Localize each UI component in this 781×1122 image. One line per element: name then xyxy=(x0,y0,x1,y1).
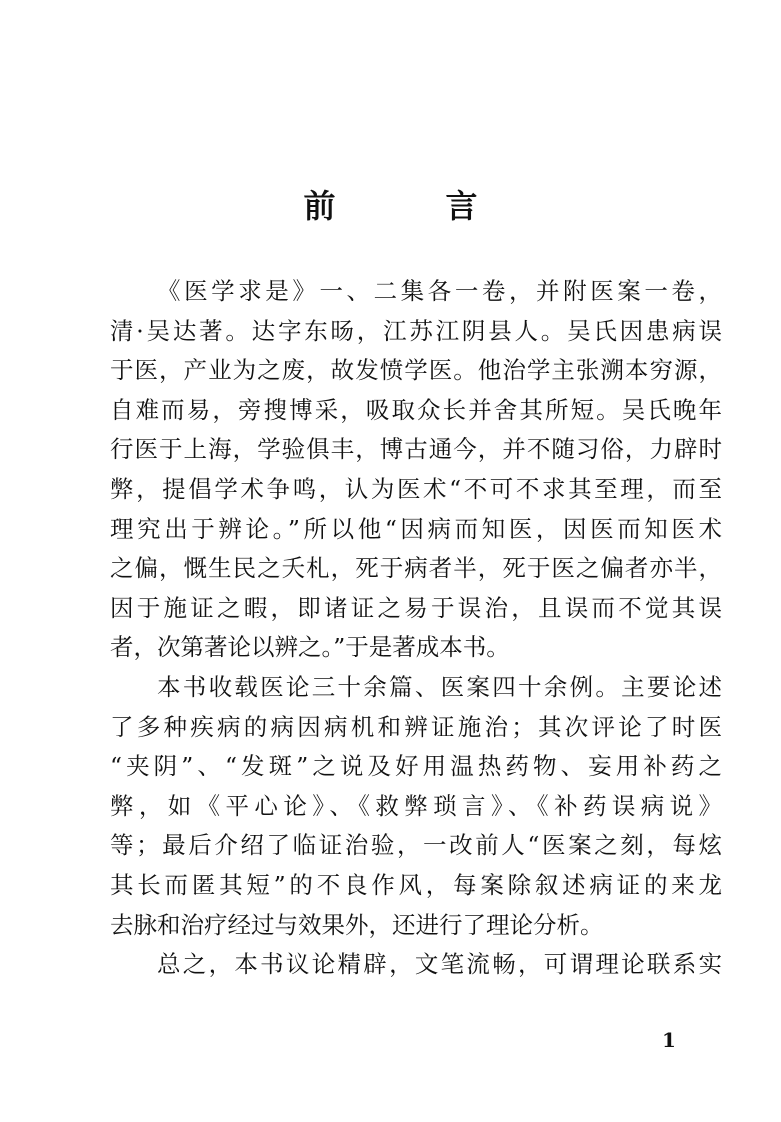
paragraph-1-line-4: 自难而易，旁搜博采，吸取众长并舍其所短。吴氏晚年 xyxy=(110,395,722,424)
title-char-2: 言 xyxy=(445,187,478,225)
title-char-1: 前 xyxy=(303,187,336,225)
paragraph-2-line-7: 去脉和治疗经过与效果外，还进行了理论分析。 xyxy=(110,910,604,939)
paragraph-2-line-4: 弊，如《平心论》、《救弊琐言》、《补药误病说》 xyxy=(110,791,722,820)
paragraph-2-line-1: 本书收载医论三十余篇、医案四十余例。主要论述 xyxy=(157,672,722,701)
page-number: 1 xyxy=(662,1028,676,1052)
paragraph-1-line-3: 于医，产业为之废，故发愤学医。他治学主张溯本穷源， xyxy=(110,356,722,385)
paragraph-1-line-2: 清·吴达著。达字东旸，江苏江阴县人。吴氏因患病误 xyxy=(110,316,722,345)
paragraph-1-line-5: 行医于上海，学验俱丰，博古通今，并不随习俗，力辟时 xyxy=(110,435,722,464)
page-title xyxy=(0,186,781,226)
paragraph-3-line-1: 总之，本书议论精辟，文笔流畅，可谓理论联系实 xyxy=(157,950,722,979)
paragraph-1-line-10: 者，次第著论以辨之。”于是著成本书。 xyxy=(110,633,510,662)
paragraph-2-line-3: “夹阴”、“发斑”之说及好用温热药物、妄用补药之 xyxy=(110,752,722,781)
paragraph-1-line-8: 之偏，慨生民之夭札，死于病者半，死于医之偏者亦半， xyxy=(110,554,722,583)
paragraph-2-line-5: 等；最后介绍了临证治验，一改前人“医案之刻，每炫 xyxy=(110,831,722,860)
paragraph-1-line-1: 《医学求是》一、二集各一卷，并附医案一卷， xyxy=(157,277,722,305)
preface-body xyxy=(110,272,722,985)
paragraph-1-line-6: 弊，提倡学术争鸣，认为医术“不可不求其至理，而至 xyxy=(110,474,722,503)
paragraph-1-line-9: 因于施证之暇，即诸证之易于误治，且误而不觉其误 xyxy=(110,593,722,622)
paragraph-2-line-2: 了多种疾病的病因病机和辨证施治；其次评论了时医 xyxy=(110,712,722,741)
paragraph-1-line-7: 理究出于辨论。”所以他“因病而知医，因医而知医术 xyxy=(110,514,722,543)
paragraph-2-line-6: 其长而匿其短”的不良作风，每案除叙述病证的来龙 xyxy=(110,870,722,899)
